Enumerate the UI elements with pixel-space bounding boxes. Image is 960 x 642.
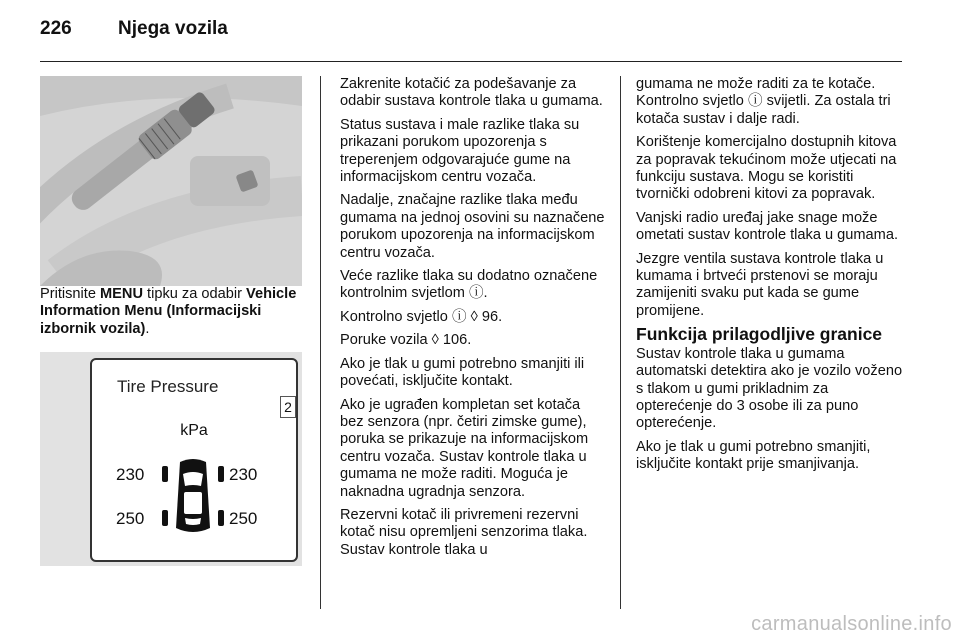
paragraph: Poruke vozila ◊ 106. — [340, 332, 472, 349]
paragraph: Vanjski radio uređaj jake snage može ometati sustav kontrole tlaka u gumama. — [636, 209, 899, 244]
paragraph: Korištenje komercijalno dostupnih kitova za popravak tekućinom može utjecati na funkciju sustava. Mogu se koristiti tvornički odobreni kitovi za popravak. — [636, 134, 897, 203]
column-right — [636, 76, 904, 480]
paragraph: Zakrenite kotačić za podešavanje za odabir sustava kontrole tlaka u gumama. — [340, 76, 603, 110]
header-rule — [40, 61, 902, 62]
page-number: 226 — [40, 18, 72, 39]
paragraph: Rezervni kotač ili privremeni rezervni kotač nisu opremljeni senzorima tlaka. Sustav kontrole tlaka u — [340, 506, 588, 558]
page-header — [40, 18, 228, 48]
paragraph: Status sustava i male razlike tlaka su prikazani porukom upozorenja s treperenjem odgovarajuće gume na informacijskom centru vozača. — [340, 116, 580, 186]
menu-name: Vehicle Information Menu (Informacijski izbornik vozila) — [40, 286, 297, 337]
paragraph: Ako je tlak u gumi potrebno smanjiti ili povećati, isključite kontakt. — [340, 355, 585, 390]
rear-right-pressure: 250 — [229, 509, 258, 529]
front-left-pressure: 230 — [116, 465, 145, 485]
column-middle — [340, 76, 606, 565]
paragraph: Ako je tlak u gumi potrebno smanjiti, isključite kontakt prije smanjivanja. — [636, 438, 871, 473]
paragraph: gumama ne može raditi za te kotače. Kontrolno svjetlo ⓘ svijetli. Za ostala tri kotača sustav i dalje radi. — [636, 76, 891, 127]
chapter-title: Njega vozila — [118, 18, 228, 39]
paragraph: Kontrolno svjetlo ⓘ ◊ 96. — [340, 308, 503, 325]
front-right-pressure: 230 — [229, 465, 258, 485]
section-heading: Funkcija prilagodljive granice — [636, 324, 883, 345]
paragraph: Nadalje, značajne razlike tlaka među gumama na jednoj osovini su naznačene porukom upozorenja na informacijskom centru vozača. — [340, 192, 605, 261]
column-divider-1 — [320, 76, 321, 609]
display-title: Tire Pressure — [117, 377, 219, 397]
paragraph: Veće razlike tlaka su dodatno označene kontrolnim svjetlom ⓘ. — [340, 268, 598, 302]
paragraph: Jezgre ventila sustava kontrole tlaka u kumama i brtveći prstenovi se moraju zamijeniti svaku put kada se gume promijene. — [636, 250, 884, 319]
steering-column-photo — [40, 76, 302, 286]
rear-left-pressure: 250 — [116, 509, 145, 529]
menu-caption: Pritisnite MENU tipku za odabir Vehicle Information Menu (Informacijski izbornik vozila). — [40, 286, 297, 337]
display-unit: kPa — [180, 422, 208, 440]
info-display — [90, 358, 298, 562]
car-top-view-icon — [158, 456, 228, 538]
menu-key: MENU — [100, 286, 143, 302]
display-page-indicator: 2 — [280, 396, 296, 418]
watermark: carmanualsonline.info — [751, 613, 952, 635]
column-divider-2 — [620, 76, 621, 609]
paragraph: Sustav kontrole tlaka u gumama automatski detektira ako je vozilo voženo s tlakom u gumi prikladnim za opterećenje do 3 osobe ili za puno opterećenje. — [636, 345, 903, 432]
column-left — [40, 76, 302, 566]
tire-pressure-display-figure — [40, 352, 302, 566]
paragraph: Ako je ugrađen kompletan set kotača bez senzora (npr. četiri zimske gume), poruka se prikazuje na informacijskom centru vozača. Sustav kontrole tlaka u gumama ne može raditi. Moguća je naknadna ugradnja senzora. — [340, 396, 589, 500]
